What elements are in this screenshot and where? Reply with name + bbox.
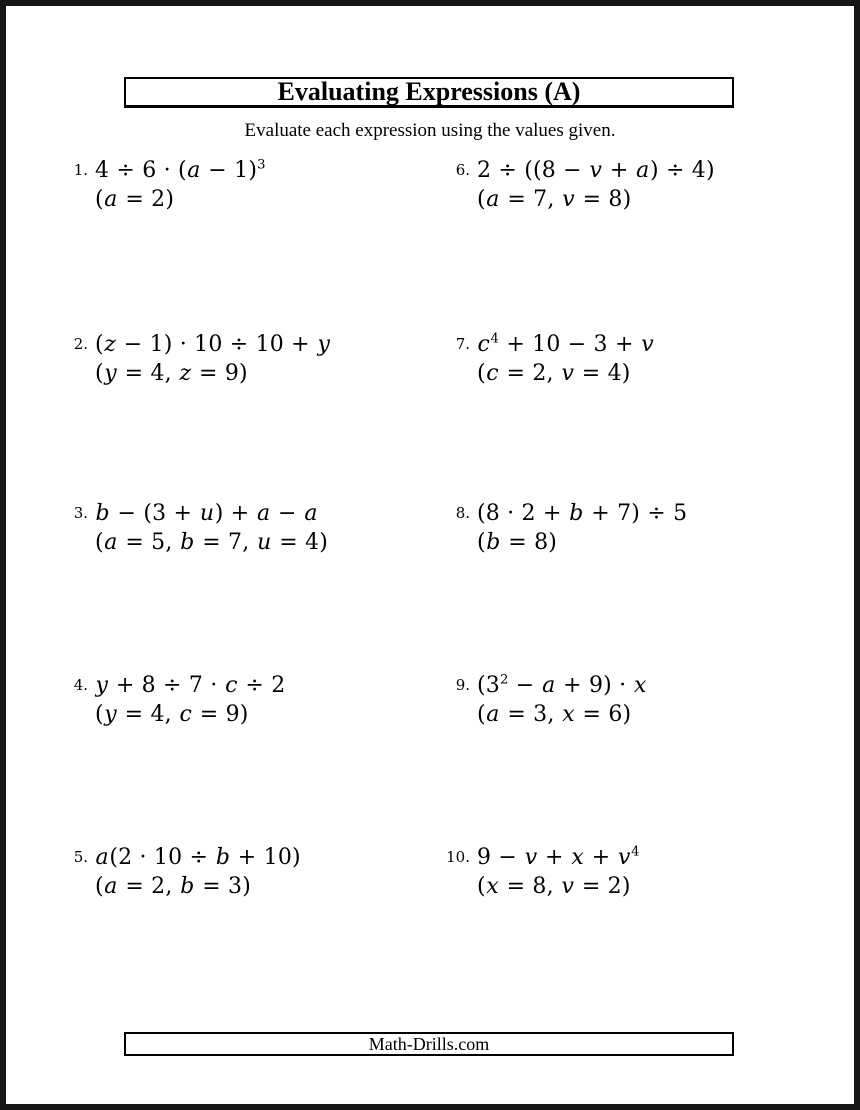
problem-3 — [60, 499, 328, 557]
problem-values: (a = 7, v = 8) — [477, 187, 632, 212]
problem-body — [95, 499, 328, 557]
problem-expression: b − (3 + u) + a − a — [95, 501, 318, 526]
title-box — [124, 77, 734, 108]
footer-text: Math-Drills.com — [368, 1033, 490, 1054]
problem-body — [477, 156, 715, 214]
problem-body — [477, 671, 647, 729]
problem-4 — [60, 671, 285, 729]
problem-expression: a(2 · 10 ÷ b + 10) — [95, 845, 301, 870]
problem-values: (a = 5, b = 7, u = 4) — [95, 530, 329, 555]
problem-body — [95, 843, 301, 901]
problem-expression: $4 \div 6 \cdot (a - 1)^3$ — [95, 157, 266, 183]
problem-number: 8. — [455, 504, 470, 522]
problem-values: (y = 4, c = 9) — [95, 702, 249, 727]
problem-values: (x = 8, v = 2) — [477, 874, 631, 899]
problem-number: 10. — [446, 848, 470, 866]
problem-expression: (z − 1) · 10 ÷ 10 + y — [95, 332, 331, 357]
problem-number: 9. — [455, 676, 470, 694]
worksheet-title: Evaluating Expressions (A) — [277, 77, 581, 106]
problem-9 — [440, 671, 647, 729]
problem-6 — [440, 156, 715, 214]
problem-values: (y = 4, z = 9) — [95, 361, 248, 386]
problem-expression: (8 · 2 + b + 7) ÷ 5 — [477, 501, 688, 526]
footer-box — [124, 1032, 734, 1056]
problem-number: 3. — [73, 504, 88, 522]
problem-body — [95, 330, 331, 388]
problem-expression: $c^4 + 10 - 3 + v$ — [477, 331, 654, 357]
problem-values: (a = 2) — [95, 187, 175, 212]
problem-body — [477, 499, 687, 557]
problem-number: 6. — [455, 161, 470, 179]
problem-10 — [440, 843, 640, 901]
problem-values: (b = 8) — [477, 530, 558, 555]
problem-body — [477, 843, 640, 901]
problem-2 — [60, 330, 331, 388]
problem-7 — [440, 330, 654, 388]
problem-number: 1. — [73, 161, 88, 179]
problem-number: 7. — [455, 335, 470, 353]
problem-values: (a = 3, x = 6) — [477, 702, 632, 727]
problem-8 — [440, 499, 687, 557]
instructions-text: Evaluate each expression using the values given. — [244, 120, 616, 141]
problem-number: 5. — [73, 848, 88, 866]
problem-expression: 2 ÷ ((8 − v + a) ÷ 4) — [477, 158, 715, 183]
problem-expression: $9 - v + x + v^4$ — [477, 844, 640, 870]
problem-expression: $(3^2 - a + 9) \cdot x$ — [477, 672, 647, 698]
problem-values: (c = 2, v = 4) — [477, 361, 631, 386]
problem-body — [95, 671, 285, 729]
problem-expression: y + 8 ÷ 7 · c ÷ 2 — [95, 673, 286, 698]
problem-number: 2. — [73, 335, 88, 353]
problem-number: 4. — [73, 676, 88, 694]
problem-body — [95, 156, 266, 214]
problem-body — [477, 330, 654, 388]
problem-1 — [60, 156, 266, 214]
problem-values: (a = 2, b = 3) — [95, 874, 252, 899]
problem-5 — [60, 843, 301, 901]
